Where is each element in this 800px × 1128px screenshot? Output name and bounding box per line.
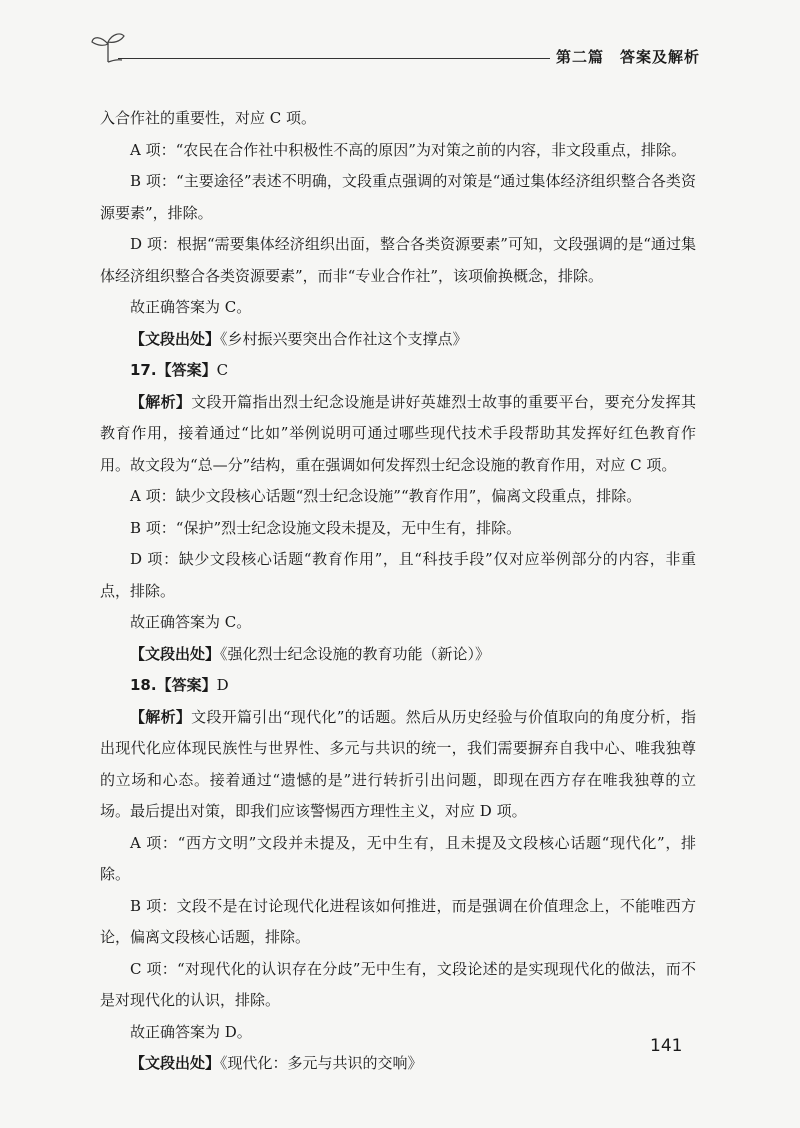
paragraph-text: 《强化烈士纪念设施的教育功能（新论）》 [220,644,491,663]
paragraph-label: 【文段出处】 [130,329,221,348]
page-header [88,30,700,70]
paragraph [100,481,696,513]
paragraph [100,891,696,954]
paragraph [100,1017,696,1049]
paragraph [100,702,696,828]
page-number: 141 [650,1036,683,1056]
paragraph-text: C 项：“对现代化的认识存在分歧”无中生有，文段论述的是实现现代化的做法，而不是对现代化的认识，排除。 [100,959,696,1009]
paragraph-label: 【解析】 [130,392,192,411]
paragraph [100,229,696,292]
paragraph-text: A 项：“农民在合作社中积极性不高的原因”为对策之前的内容，非文段重点，排除。 [130,140,686,159]
paragraph-text: A 项：缺少文段核心话题“烈士纪念设施”“教育作用”，偏离文段重点，排除。 [130,487,642,505]
header-rule [118,58,550,59]
paragraph [100,639,696,671]
paragraph-label: 【解析】 [130,707,192,726]
paragraph [100,670,696,702]
paragraph-text: 文段开篇指出烈士纪念设施是讲好英雄烈士故事的重要平台，要充分发挥其教育作用，接着通过“比如”举例说明可通过哪些现代技术手段帮助其发挥好红色教育作用。故文段为“总—分”结构，重在强调如何发挥烈士纪念设施的教育作用，对应 C 项。 [100,392,696,474]
paragraph-text: A 项：“西方文明”文段并未提及，无中生有，且未提及文段核心话题“现代化”，排除。 [100,833,696,883]
paragraph [100,355,696,387]
paragraph-label: 【文段出处】 [130,1054,221,1072]
paragraph-text: 故正确答案为 C。 [130,613,252,631]
paragraph-text: C [216,361,229,379]
paragraph-label: 17.【答案】 [130,361,217,379]
paragraph-label: 18.【答案】 [130,676,217,694]
paragraph-label: 【文段出处】 [130,644,221,663]
paragraph [100,103,696,135]
paragraph-text: D 项：缺少文段核心话题“教育作用”，且“科技手段”仅对应举例部分的内容，非重点，排除。 [100,550,696,600]
paragraph [100,828,696,891]
paragraph [100,954,696,1017]
paragraph [100,166,696,229]
paragraph-text: B 项：“主要途径”表述不明确，文段重点强调的对策是“通过集体经济组织整合各类资源要素”，排除。 [100,172,696,222]
paragraph-text: B 项：“保护”烈士纪念设施文段未提及，无中生有，排除。 [130,518,522,537]
paragraph-text: 故正确答案为 D。 [130,1022,252,1041]
paragraph [100,387,696,482]
paragraph [100,292,696,324]
paragraph-text: D [216,676,229,694]
section-title: 第二篇 答案及解析 [555,48,700,66]
paragraph [100,135,696,167]
paragraph-text: 《现代化：多元与共识的交响》 [220,1054,423,1072]
paragraph [100,544,696,607]
paragraph-text: 故正确答案为 C。 [130,298,252,316]
paragraph [100,513,696,545]
paragraph-text: B 项：文段不是在讨论现代化进程该如何推进，而是强调在价值理念上，不能唯西方论，偏离文段核心话题，排除。 [100,896,696,946]
paragraph-text: 入合作社的重要性，对应 C 项。 [100,109,317,127]
paragraph-text: D 项：根据“需要集体经济组织出面，整合各类资源要素”可知，文段强调的是“通过集体经济组织整合各类资源要素”，而非“专业合作社”，该项偷换概念，排除。 [100,235,696,285]
paragraph [100,1048,696,1080]
paragraph [100,607,696,639]
paragraph-text: 《乡村振兴要突出合作社这个支撑点》 [220,329,468,348]
answer-explanation-text [100,103,696,1080]
paragraph-text: 文段开篇引出“现代化”的话题。然后从历史经验与价值取向的角度分析，指出现代化应体现民族性与世界性、多元与共识的统一，我们需要摒弃自我中心、唯我独尊的立场和心态。接着通过“遗憾的是”进行转折引出问题，即现在西方存在唯我独尊的立场。最后提出对策，即我们应该警惕西方理性主义，对应 D 项。 [100,707,696,820]
paragraph [100,324,696,356]
